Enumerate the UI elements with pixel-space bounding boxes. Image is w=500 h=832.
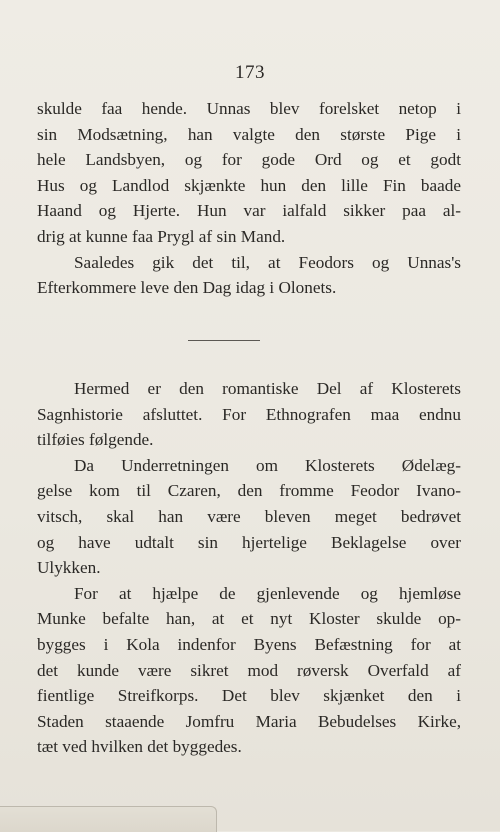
text-line: Hus og Landlod skjænkte hun den lille Fin baade (37, 175, 461, 195)
page-edge-fold (0, 806, 217, 832)
text-line: sin Modsætning, han valgte den største Pige i (37, 124, 461, 144)
text-line: vitsch, skal han være bleven meget bedrøvet (37, 506, 461, 526)
paragraph-block-2 (37, 376, 461, 760)
text-line: gelse kom til Czaren, den fromme Feodor Ivano- (37, 481, 461, 501)
text-line: Sagnhistorie afsluttet. For Ethnografen maa endnu (37, 404, 461, 424)
text-line: Efterkommere leve den Dag idag i Olonets. (37, 278, 337, 298)
text-line: Hermed er den romantiske Del af Klosterets (74, 379, 461, 398)
text-line: Ulykken. (37, 558, 101, 578)
text-line: tilføies følgende. (37, 430, 154, 450)
text-line: For at hjælpe de gjenlevende og hjemløse (74, 583, 461, 603)
text-line: Haand og Hjerte. Hun var ialfald sikker paa al- (37, 201, 461, 221)
text-line: Saaledes gik det til, at Feodors og Unnas's (74, 252, 461, 272)
text-line: bygges i Kola indenfor Byens Befæstning for at (37, 634, 461, 654)
text-line: tæt ved hvilken det byggedes. (37, 737, 242, 757)
section-divider (188, 340, 260, 341)
text-line: og have udtalt sin hjertelige Beklagelse over (37, 532, 461, 552)
text-line: fientlige Streifkorps. Det blev skjænket den i (37, 686, 461, 706)
text-line: Munke befalte han, at et nyt Kloster skulde op- (37, 609, 461, 629)
text-line: hele Landsbyen, og for gode Ord og et godt (37, 150, 461, 170)
text-line: drig at kunne faa Prygl af sin Mand. (37, 226, 286, 246)
page-number: 173 (235, 62, 265, 83)
text-line: det kunde være sikret mod røversk Overfald af (37, 660, 461, 680)
paragraph-block-1 (37, 96, 461, 301)
text-line: Staden staaende Jomfru Maria Bebudelses Kirke, (37, 711, 461, 731)
text-line: skulde faa hende. Unnas blev forelsket netop i (37, 99, 461, 118)
text-line: Da Underretningen om Klosterets Ødelæg- (74, 455, 461, 475)
